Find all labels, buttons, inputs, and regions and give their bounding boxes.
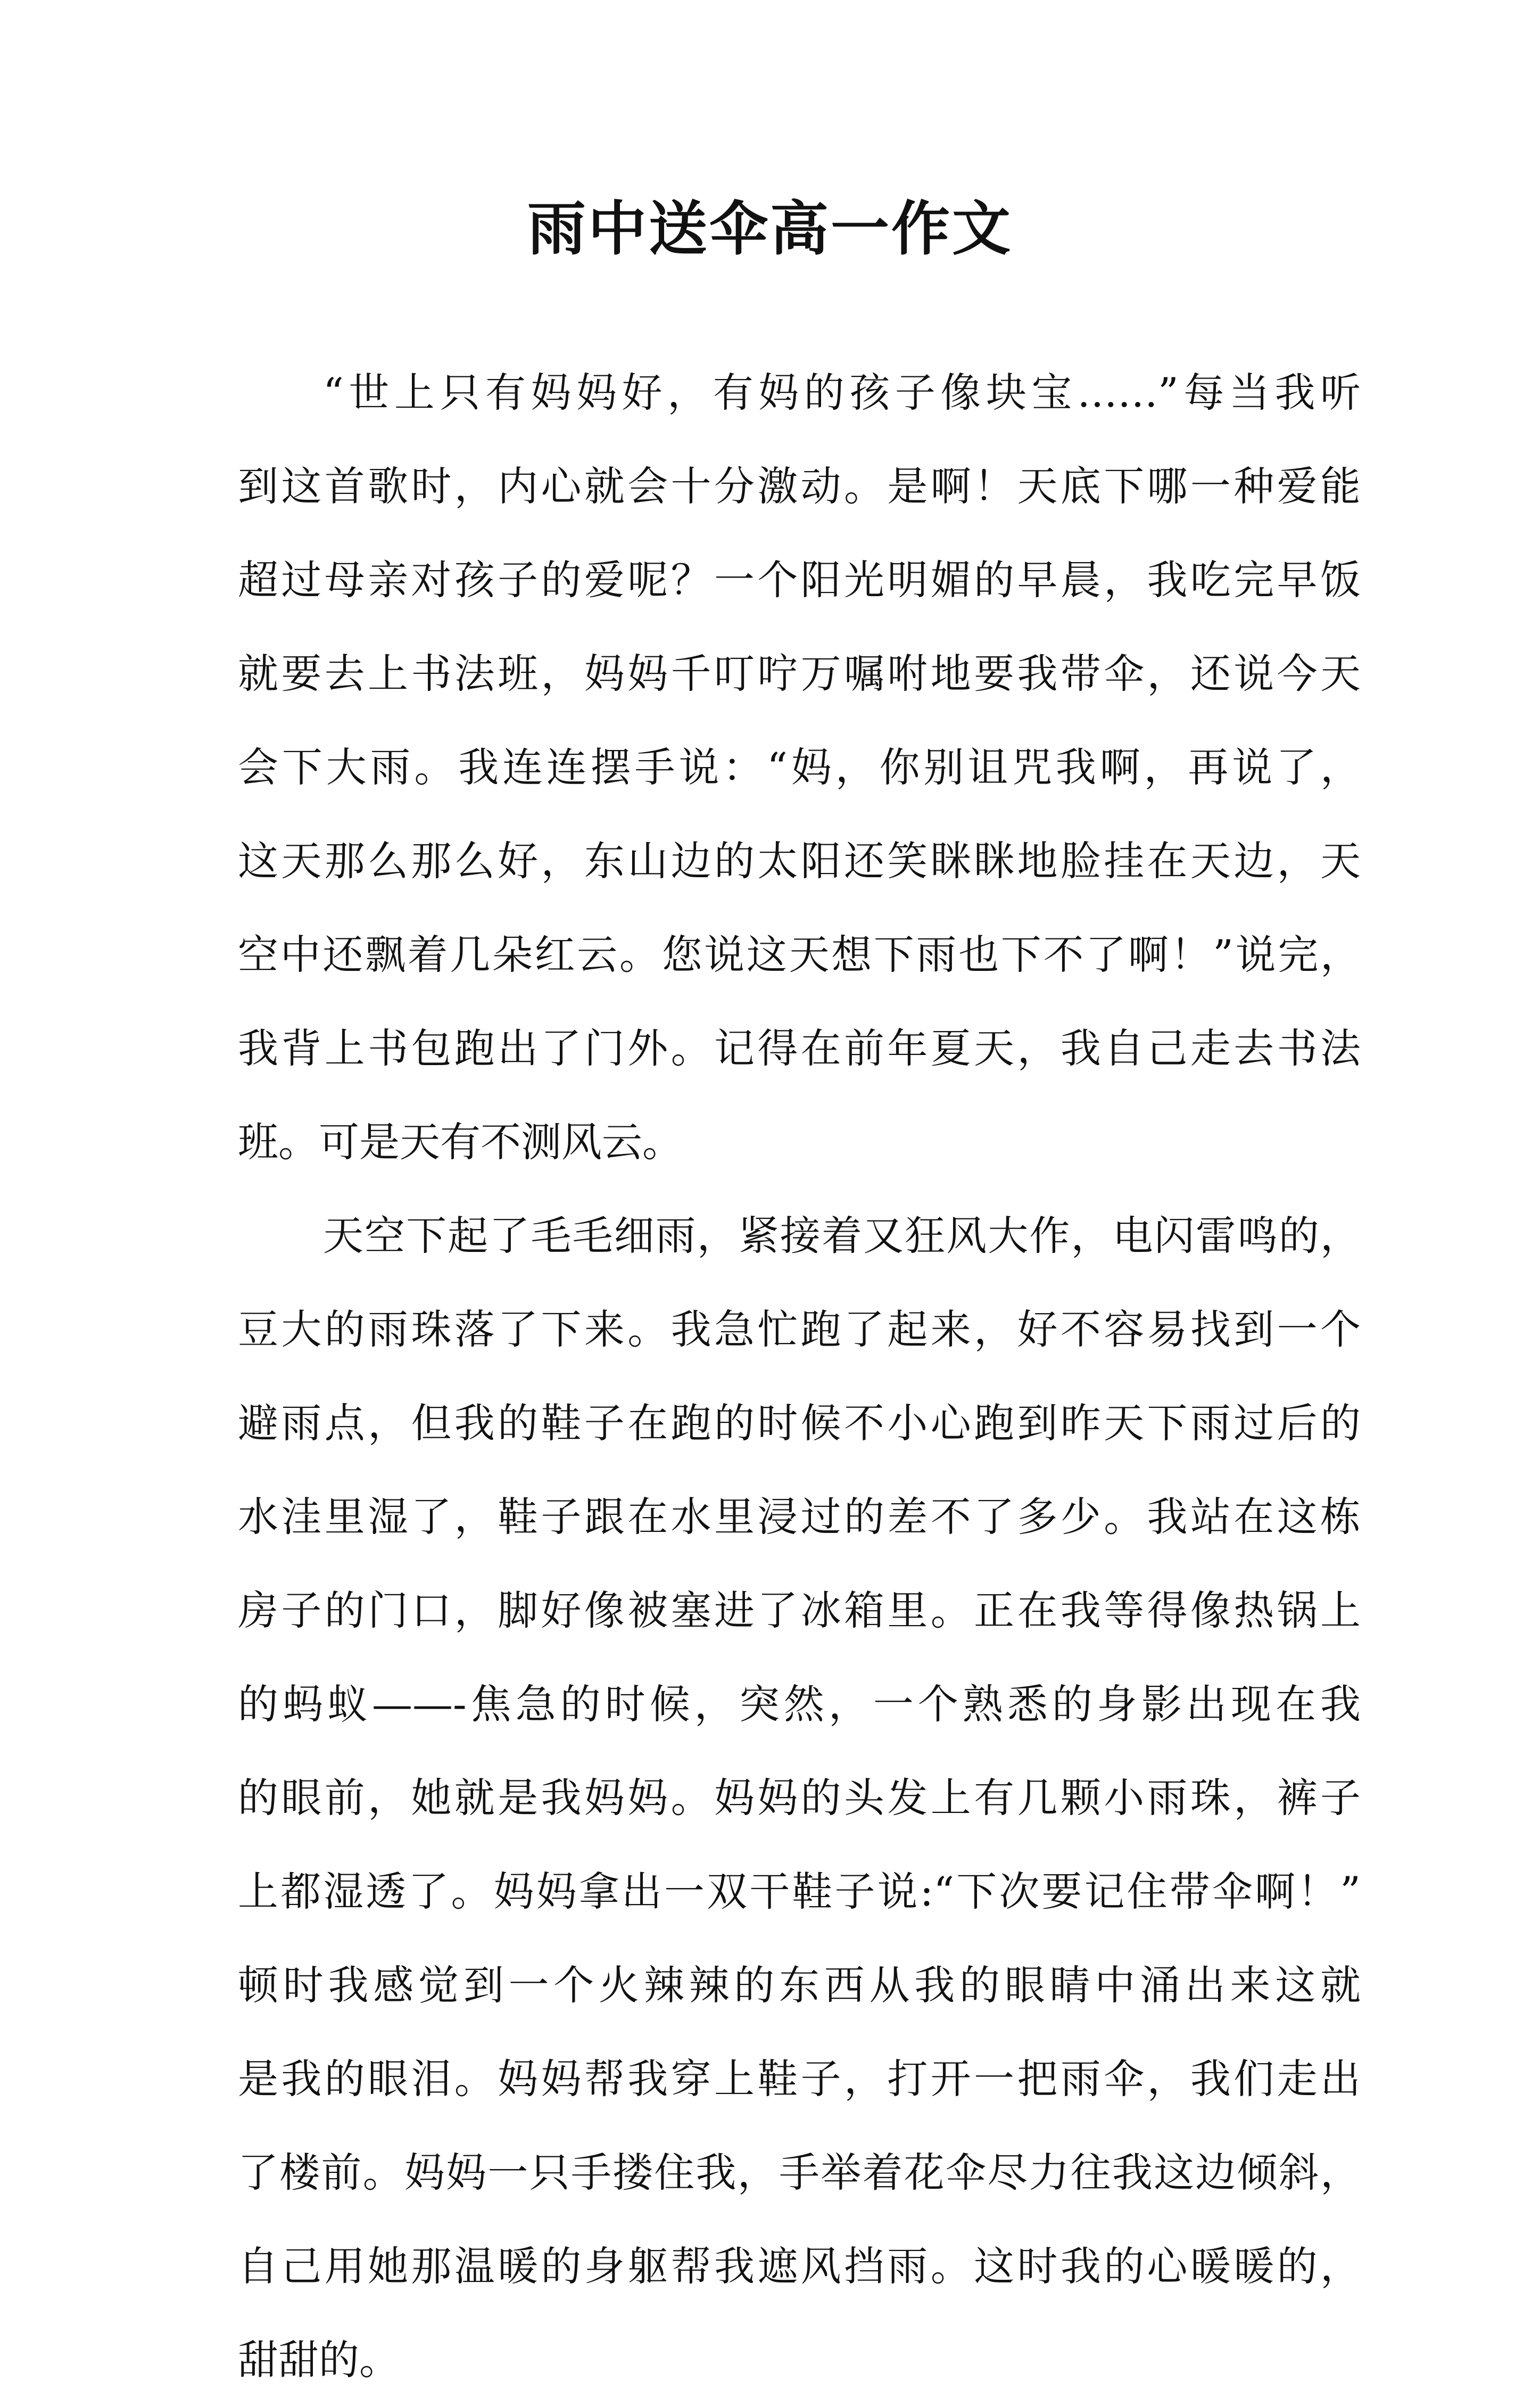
text-line: 顿时我感觉到一个火辣辣的东西从我的眼睛中涌出来这就 bbox=[238, 1961, 1361, 2009]
paragraph-1 bbox=[238, 346, 1361, 1189]
text-line: 超过母亲对孩子的爱呢？一个阳光明媚的早晨，我吃完早饭 bbox=[238, 556, 1361, 604]
text-line: 到这首歌时，内心就会十分激动。是啊！天底下哪一种爱能 bbox=[238, 463, 1361, 510]
document-title: 雨中送伞高一作文 bbox=[527, 194, 1013, 263]
text-line: 了楼前。妈妈一只手搂住我，手举着花伞尽力往我这边倾斜， bbox=[238, 2149, 1361, 2196]
text-line: 水洼里湿了，鞋子跟在水里浸过的差不了多少。我站在这栋 bbox=[238, 1493, 1361, 1540]
text-line: 是我的眼泪。妈妈帮我穿上鞋子，打开一把雨伞，我们走出 bbox=[238, 2055, 1361, 2103]
text-line: 空中还飘着几朵红云。您说这天想下雨也下不了啊！”说完， bbox=[238, 931, 1361, 978]
text-line: 天空下起了毛毛细雨，紧接着又狂风大作，电闪雷鸣的， bbox=[323, 1212, 1361, 1259]
text-line: 班。可是天有不测风云。 bbox=[238, 1118, 683, 1166]
text-line: 避雨点，但我的鞋子在跑的时候不小心跑到昨天下雨过后的 bbox=[238, 1399, 1361, 1447]
text-line: 的蚂蚁——-焦急的时候，突然，一个熟悉的身影出现在我 bbox=[238, 1680, 1361, 1728]
text-line: 会下大雨。我连连摆手说：“妈，你别诅咒我啊，再说了， bbox=[238, 744, 1361, 791]
document-body bbox=[238, 346, 1361, 2407]
text-line: “世上只有妈妈好，有妈的孩子像块宝……”每当我听 bbox=[323, 369, 1361, 416]
text-line: 上都湿透了。妈妈拿出一双干鞋子说:“下次要记住带伞啊！” bbox=[238, 1868, 1361, 1915]
text-line: 甜甜的。 bbox=[238, 2336, 400, 2384]
text-line: 这天那么那么好，东山边的太阳还笑眯眯地脸挂在天边，天 bbox=[238, 837, 1361, 885]
text-line: 豆大的雨珠落了下来。我急忙跑了起来，好不容易找到一个 bbox=[238, 1306, 1361, 1353]
text-line: 自己用她那温暖的身躯帮我遮风挡雨。这时我的心暖暖的， bbox=[238, 2243, 1361, 2290]
text-line: 房子的门口，脚好像被塞进了冰箱里。正在我等得像热锅上 bbox=[238, 1587, 1361, 1634]
text-line: 就要去上书法班，妈妈千叮咛万嘱咐地要我带伞，还说今天 bbox=[238, 650, 1361, 697]
text-line: 的眼前，她就是我妈妈。妈妈的头发上有几颗小雨珠，裤子 bbox=[238, 1774, 1361, 1821]
text-line: 我背上书包跑出了门外。记得在前年夏天，我自己走去书法 bbox=[238, 1025, 1361, 1072]
paragraph-2 bbox=[238, 1189, 1361, 2407]
